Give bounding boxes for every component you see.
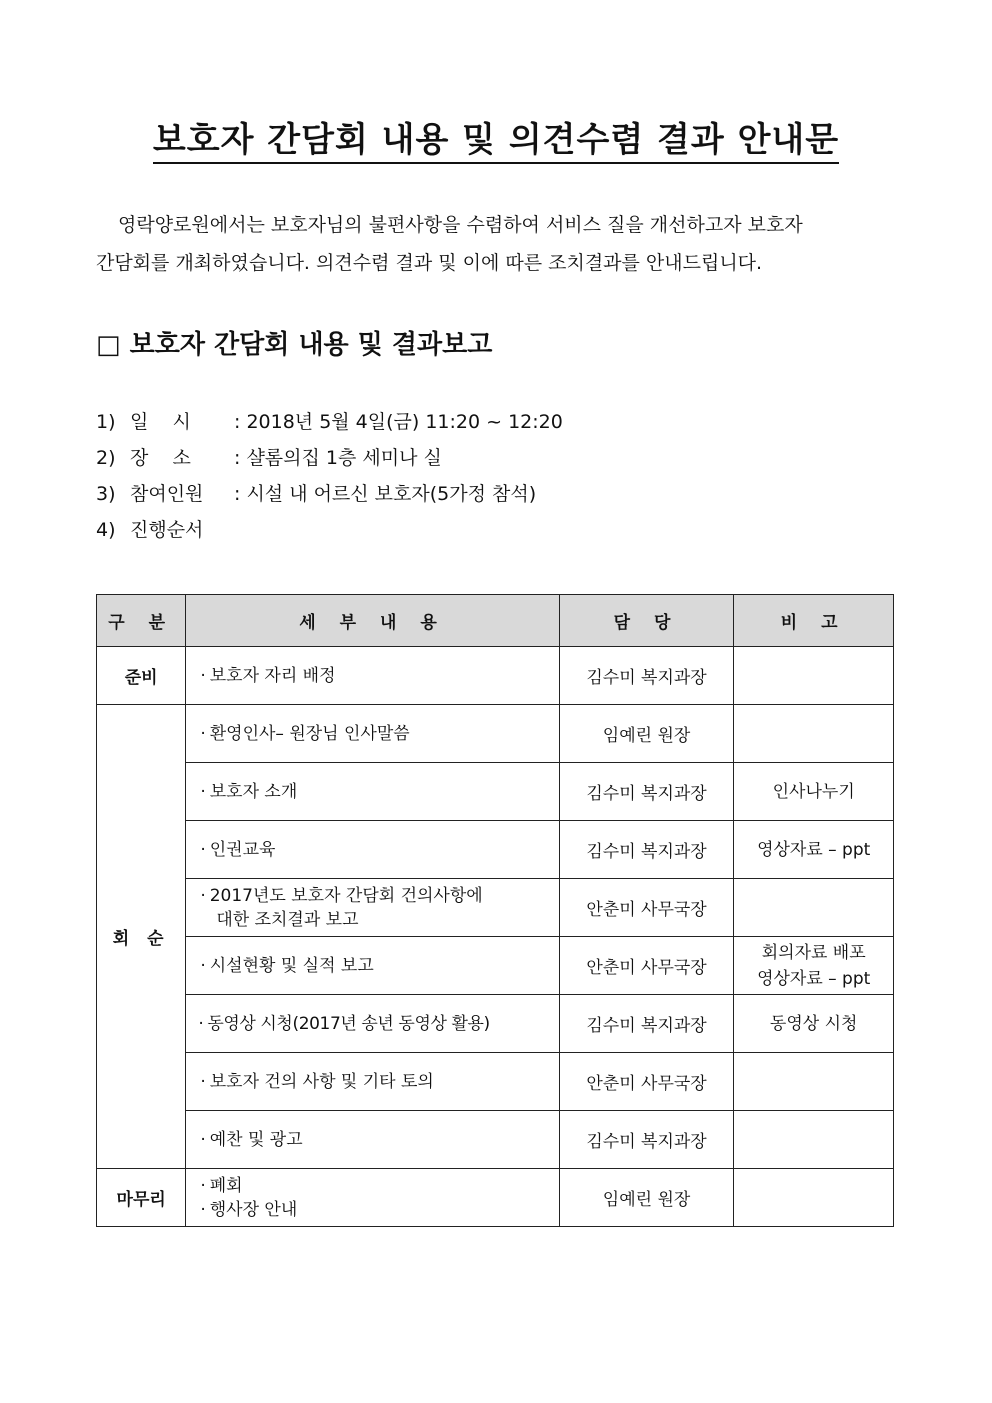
info-item-attendees <box>96 476 563 512</box>
detail-text: 보호자 건의 사항 및 기타 토의 <box>209 1071 434 1092</box>
detail-cell <box>186 1111 559 1169</box>
header-category: 구 분 <box>97 595 186 647</box>
owner-cell: 김수미 복지과장 <box>559 821 734 879</box>
detail-cell <box>186 937 559 995</box>
document-title-text: 보호자 간담회 내용 및 의견수렴 결과 안내문 <box>153 120 839 164</box>
intro-paragraph <box>96 206 896 282</box>
checkbox-square-icon: □ <box>96 330 121 360</box>
detail-cell <box>186 705 559 763</box>
owner-cell: 김수미 복지과장 <box>559 763 734 821</box>
info-value: : 2018년 5월 4일(금) 11:20 ~ 12:20 <box>234 411 563 433</box>
note-cell: 동영상 시청 <box>734 995 894 1053</box>
bullet: · <box>198 1013 204 1034</box>
detail-text: 인권교육 <box>209 839 276 860</box>
detail-cell <box>186 647 559 705</box>
note-cell <box>734 1111 894 1169</box>
table-row <box>97 879 894 937</box>
table-row <box>97 995 894 1053</box>
bullet: · <box>200 781 206 802</box>
bullet: · <box>200 1199 206 1220</box>
table-row <box>97 705 894 763</box>
table-row <box>97 1111 894 1169</box>
table-row <box>97 763 894 821</box>
bullet: · <box>200 955 206 976</box>
info-number: 2) <box>96 447 116 469</box>
bullet: · <box>200 1071 206 1092</box>
bullet: · <box>200 839 206 860</box>
detail-text: 보호자 자리 배정 <box>209 665 336 686</box>
intro-line-1: 영락양로원에서는 보호자님의 불편사항을 수렴하여 서비스 질을 개선하고자 보호자 <box>118 214 803 236</box>
info-item-date <box>96 404 563 440</box>
owner-cell: 김수미 복지과장 <box>559 647 734 705</box>
note-cell: 영상자료 – ppt <box>734 821 894 879</box>
detail-text: 2017년도 보호자 간담회 건의사항에 <box>209 885 483 906</box>
group-close: 마무리 <box>97 1169 186 1227</box>
info-label: 장 소 <box>130 447 191 469</box>
info-value: : 샬롬의집 1층 세미나 실 <box>234 447 442 469</box>
header-detail: 세 부 내 용 <box>186 595 559 647</box>
bullet: · <box>200 1129 206 1150</box>
detail-text: 보호자 소개 <box>209 781 298 802</box>
table-header-row <box>97 595 894 647</box>
agenda-table <box>96 594 894 1227</box>
info-number: 3) <box>96 483 116 505</box>
bullet: · <box>200 1175 206 1196</box>
detail-cell <box>186 1053 559 1111</box>
detail-text: 시설현황 및 실적 보고 <box>209 955 374 976</box>
header-note: 비 고 <box>734 595 894 647</box>
note-cell <box>734 705 894 763</box>
owner-cell: 김수미 복지과장 <box>559 995 734 1053</box>
header-owner: 담 당 <box>559 595 734 647</box>
owner-cell: 임예린 원장 <box>559 1169 734 1227</box>
note-cell <box>734 879 894 937</box>
detail-text-continued: 대한 조치결과 보고 <box>216 909 359 930</box>
note-line-1: 회의자료 배포 <box>761 942 866 963</box>
note-cell: 인사나누기 <box>734 763 894 821</box>
detail-cell <box>186 1169 559 1227</box>
note-cell <box>734 647 894 705</box>
document-title <box>0 112 992 161</box>
detail-cell <box>186 821 559 879</box>
info-label: 참여인원 <box>130 483 204 505</box>
owner-cell: 안춘미 사무국장 <box>559 879 734 937</box>
section-heading-text: 보호자 간담회 내용 및 결과보고 <box>129 330 493 360</box>
detail-text: 폐회 <box>209 1175 243 1196</box>
detail-cell <box>186 995 559 1053</box>
table-row <box>97 821 894 879</box>
info-item-place <box>96 440 563 476</box>
owner-cell: 김수미 복지과장 <box>559 1111 734 1169</box>
info-label: 진행순서 <box>130 519 204 541</box>
owner-cell: 안춘미 사무국장 <box>559 937 734 995</box>
intro-line-2: 간담회를 개최하였습니다. 의견수렴 결과 및 이에 따른 조치결과를 안내드립니다. <box>96 252 763 274</box>
info-number: 1) <box>96 411 116 433</box>
detail-text: 동영상 시청(2017년 송년 동영상 활용) <box>207 1013 490 1034</box>
event-info-list <box>96 404 563 548</box>
note-cell <box>734 1169 894 1227</box>
note-line-2: 영상자료 – ppt <box>757 968 871 989</box>
table-row <box>97 1169 894 1227</box>
detail-text: 예찬 및 광고 <box>209 1129 303 1150</box>
section-heading <box>96 324 492 361</box>
group-main: 회 순 <box>97 705 186 1169</box>
owner-cell: 안춘미 사무국장 <box>559 1053 734 1111</box>
bullet: · <box>200 885 206 906</box>
info-value: : 시설 내 어르신 보호자(5가정 참석) <box>234 483 537 505</box>
info-item-agenda <box>96 512 563 548</box>
table-row <box>97 647 894 705</box>
detail-cell <box>186 879 559 937</box>
detail-cell <box>186 763 559 821</box>
note-cell <box>734 937 894 995</box>
owner-cell: 임예린 원장 <box>559 705 734 763</box>
detail-text: 환영인사– 원장님 인사말씀 <box>209 723 410 744</box>
bullet: · <box>200 723 206 744</box>
detail-text-2: 행사장 안내 <box>209 1199 298 1220</box>
info-label: 일 시 <box>130 411 191 433</box>
group-prep: 준비 <box>97 647 186 705</box>
info-number: 4) <box>96 519 116 541</box>
table-row <box>97 937 894 995</box>
table-row <box>97 1053 894 1111</box>
bullet: · <box>200 665 206 686</box>
note-cell <box>734 1053 894 1111</box>
